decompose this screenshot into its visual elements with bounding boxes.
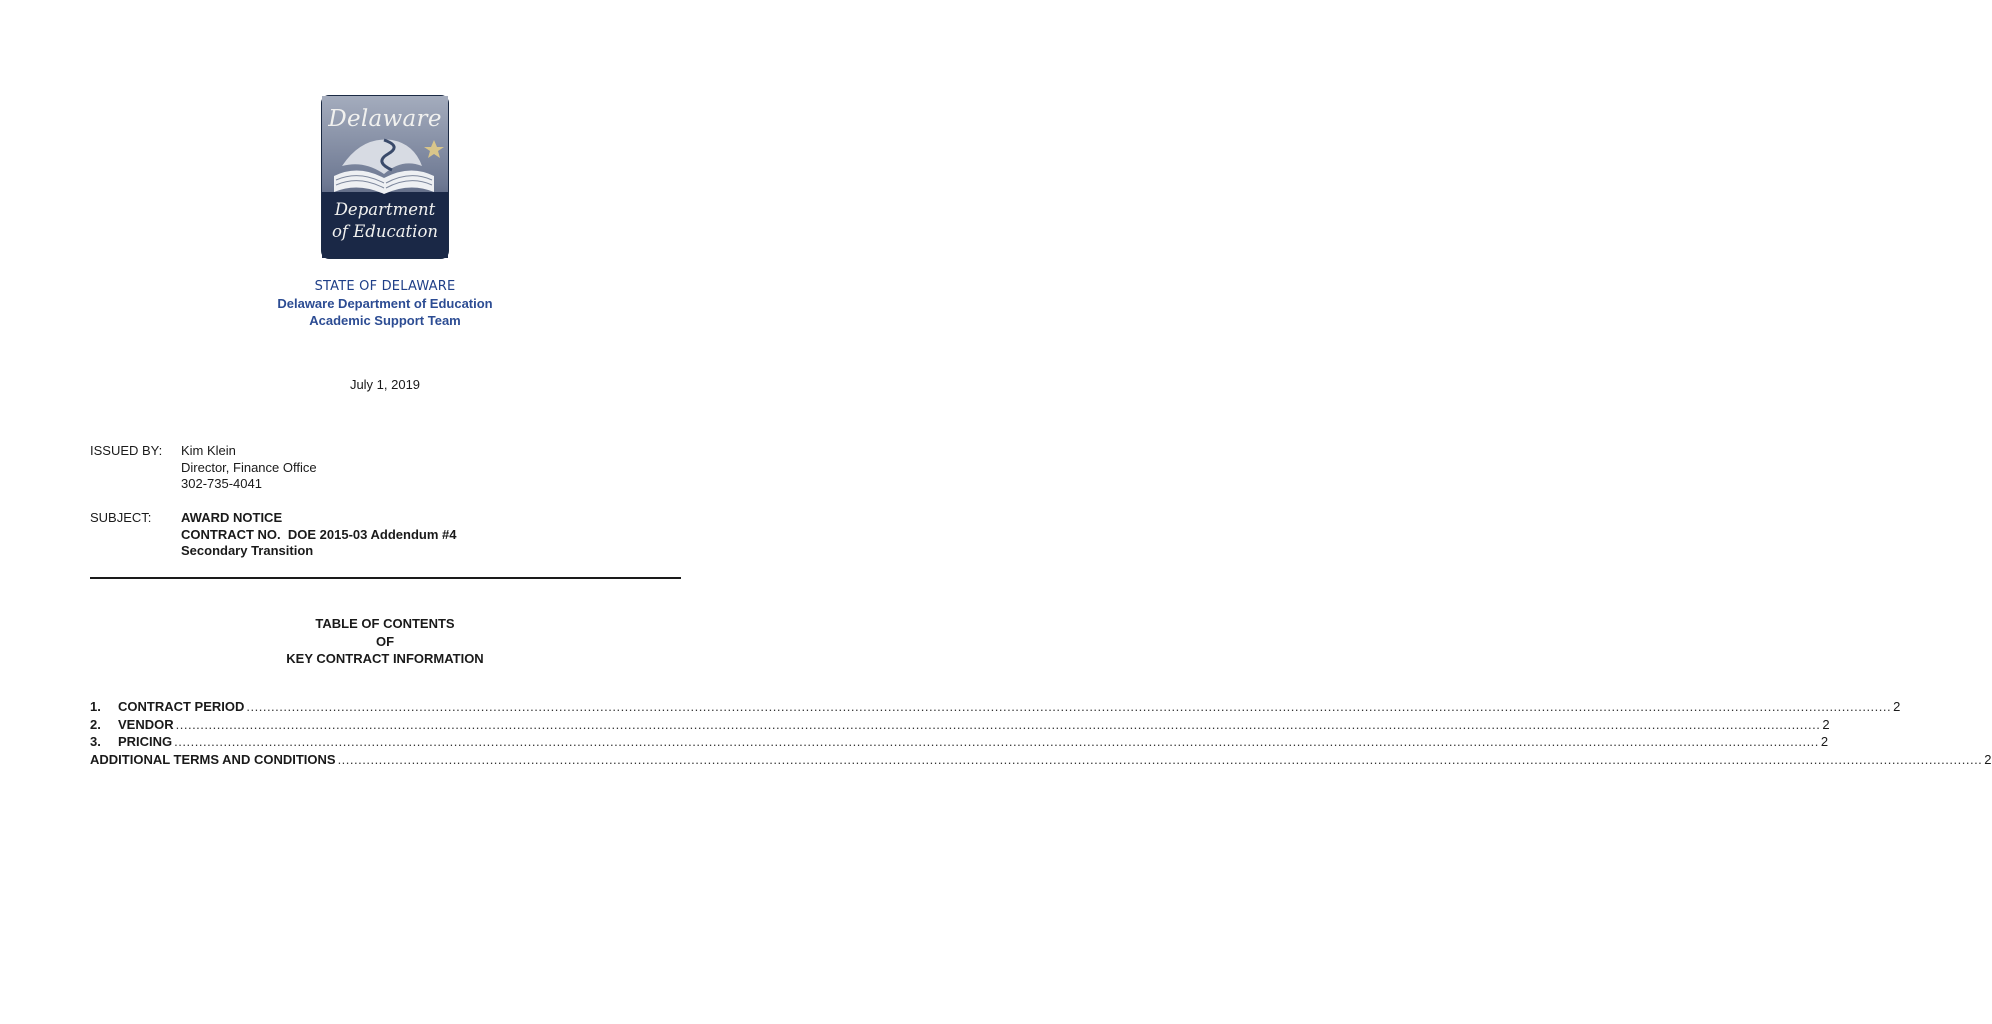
issued-by-label: ISSUED BY: (90, 443, 163, 458)
toc-entry-title: ADDITIONAL TERMS AND CONDITIONS (90, 751, 336, 767)
subject-line-award: AWARD NOTICE (181, 510, 283, 525)
document-date: July 1, 2019 (349, 377, 421, 392)
subject-label: SUBJECT: (90, 510, 152, 525)
issuer-title: Director, Finance Office (181, 459, 317, 475)
document-header (0, 278, 770, 329)
subject-line-program: Secondary Transition (181, 543, 314, 558)
toc-entry-page: 2 (1893, 699, 1901, 714)
toc-entry-title: VENDOR (118, 716, 174, 732)
issuer-name: Kim Klein (181, 443, 236, 458)
delaware-doe-logo (322, 96, 448, 258)
toc-leader-dots: ................................................................................................................................................................................................................................................................................................................................................................................................................ (175, 716, 1821, 732)
toc-leader-dots: ................................................................................................................................................................................................................................................................................................................................................................................................................ (246, 699, 1892, 714)
toc-entry-title: CONTRACT PERIOD (118, 699, 245, 714)
toc-entry-title: PRICING (118, 734, 173, 749)
toc-heading (0, 615, 770, 668)
logo-text-department: Department (334, 200, 436, 219)
subject-line-contract: CONTRACT NO. DOE 2015-03 Addendum #4 (181, 526, 457, 542)
toc-entry-pricing[interactable] (90, 733, 1829, 751)
table-of-contents (90, 698, 1992, 768)
toc-entry-page: 2 (1984, 751, 1992, 767)
logo-text-education: of Education (331, 222, 439, 241)
toc-entry-number: 1. (90, 699, 101, 714)
toc-entry-number: 3. (90, 734, 101, 749)
logo-text-delaware: Delaware (328, 106, 442, 132)
toc-entry-page: 2 (1820, 734, 1829, 749)
toc-leader-dots: ................................................................................................................................................................................................................................................................................................................................................................................................................ (337, 751, 1983, 767)
toc-entry-contract-period[interactable] (90, 698, 1901, 716)
toc-heading-line2: OF (375, 633, 395, 649)
toc-entry-vendor[interactable] (90, 716, 1830, 734)
subject-block (181, 510, 456, 560)
toc-entry-additional-terms[interactable] (90, 751, 1992, 769)
toc-entry-page: 2 (1822, 716, 1830, 732)
header-team: Academic Support Team (309, 313, 461, 328)
header-department: Delaware Department of Education (277, 296, 493, 311)
issuer-phone: 302-735-4041 (181, 476, 262, 491)
toc-entry-number: 2. (90, 716, 101, 732)
header-state: STATE OF DELAWARE (314, 279, 456, 294)
toc-heading-line3: KEY CONTRACT INFORMATION (286, 651, 484, 666)
toc-heading-line1: TABLE OF CONTENTS (315, 616, 455, 631)
section-divider (90, 577, 681, 579)
toc-leader-dots: ................................................................................................................................................................................................................................................................................................................................................................................................................ (174, 734, 1819, 749)
issued-by-block (181, 443, 317, 493)
